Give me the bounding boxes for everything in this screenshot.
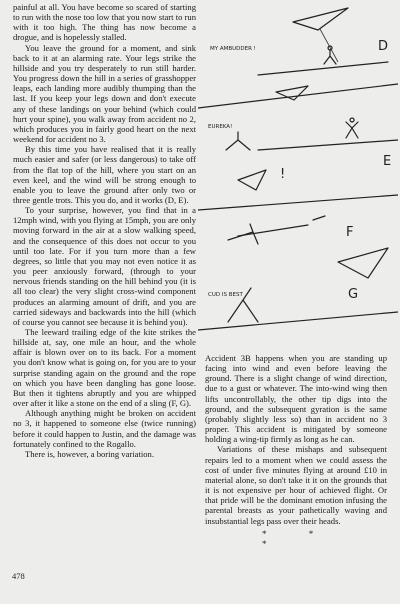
caption-best: CUD IS BEST [208, 292, 243, 298]
paragraph: To your surprise, however, you find that in a 12mph wind, with you flying at 15mph, you are only moving forward in the air at a slow walking speed, and the consequence of this does not occur to you until too late. For if you turn more than a few degrees, so little that you may not even notice it as you peer anxiously forward, (through to your nervous friends standing on the hill behind you (it is all too clear) the very slight cross-wind component produces an alarming amount of drift, and you are carried sideways and backwards into the hill (which of course you cannot see because it is behind you). [13, 205, 196, 327]
right-text-column [205, 353, 387, 526]
left-text-column [13, 2, 196, 459]
paragraph: You leave the ground for a moment, and sink back to it at an alarming rate. Your legs strike the hillside and you try desperately to run still harder. You progress down the hill in a series of grasshopper leaps, each landing more audibly thumping than the last. If you keep your legs down and don't execute any of these landings on your behind (which could hurt your spine), you walk away from accident no 2, which produces you in fairly good heart on the next weekend for accident no 3. [13, 42, 196, 145]
paragraph: The leeward trailing edge of the kite strikes the hillside at, say, one mile an hour, and the whole affair is blown over on to its back. For a moment you don't know what is going on, for you are to your surprise standing again on the ground and the rope on which you have been dangling has gone loose. But then it tightens abruptly and you are whipped over after it like a stone on the end of a sling (F, G). [13, 327, 196, 409]
section-break: * * * [262, 529, 334, 549]
page-number: 478 [12, 571, 25, 581]
paragraph: There is, however, a boring variation. [25, 448, 154, 459]
label-e: E [383, 154, 392, 169]
cartoon-drawing [198, 0, 398, 350]
paragraph: Although anything might be broken on accident no 3, it happened to someone else (twice running) before it could happen to Justin, and the damage was fortunately confined to the Rogallo. [13, 408, 196, 449]
label-d: D [378, 39, 389, 54]
panel-g [198, 248, 398, 330]
panel-f [198, 167, 398, 244]
caption-eureka: EUREKA! [208, 124, 233, 130]
paragraph: Accident 3B happens when you are standing up facing into wind and even before leaving the ground. There is a slight change of wind direction, due to a gust or whatever. The into-wind wing then lifts uncontrollably, the other tip digs into the ground, and the subsequent gyration is the same (probably slightly less so) than in accident no 3 proper. This accident is mitigated by someone holding a wing-tip firmly as long as he can. [205, 353, 387, 445]
paragraph: painful at all. You have become so scared of starting to run with the nose too low that you now start to run with it too high. The thing has now become a drogue, and is hopelessly stalled. [13, 2, 196, 43]
label-exclaim: ! [280, 167, 286, 182]
paragraph: By this time you have realised that it is really much easier and safer (or less dangerous) to take off from the flat top of the hill, where you start on an even keel, and the wind will be strong enough to enable you to leave the ground after only two or three gentle trots. This you do, and it works (D, E). [13, 144, 196, 205]
panel-e [198, 84, 398, 169]
panel-d [210, 8, 388, 75]
label-g: G [348, 287, 359, 302]
kite-accident-illustration [198, 0, 398, 350]
paragraph: Variations of these mishaps and subsequent repairs led to a moment when we could assess the cost of under five minutes flying at around £10 in material alone, so don't take it it on the grounds that it is not expensive per hour of achieved flight. Or that pride will be the dominant emotion infusing the parental breasts as your pathetically waving and insubstantial legs pass over their heads. [205, 444, 387, 526]
label-f: F [346, 225, 354, 240]
caption-d: MY AMBUDDER ! [210, 46, 256, 52]
